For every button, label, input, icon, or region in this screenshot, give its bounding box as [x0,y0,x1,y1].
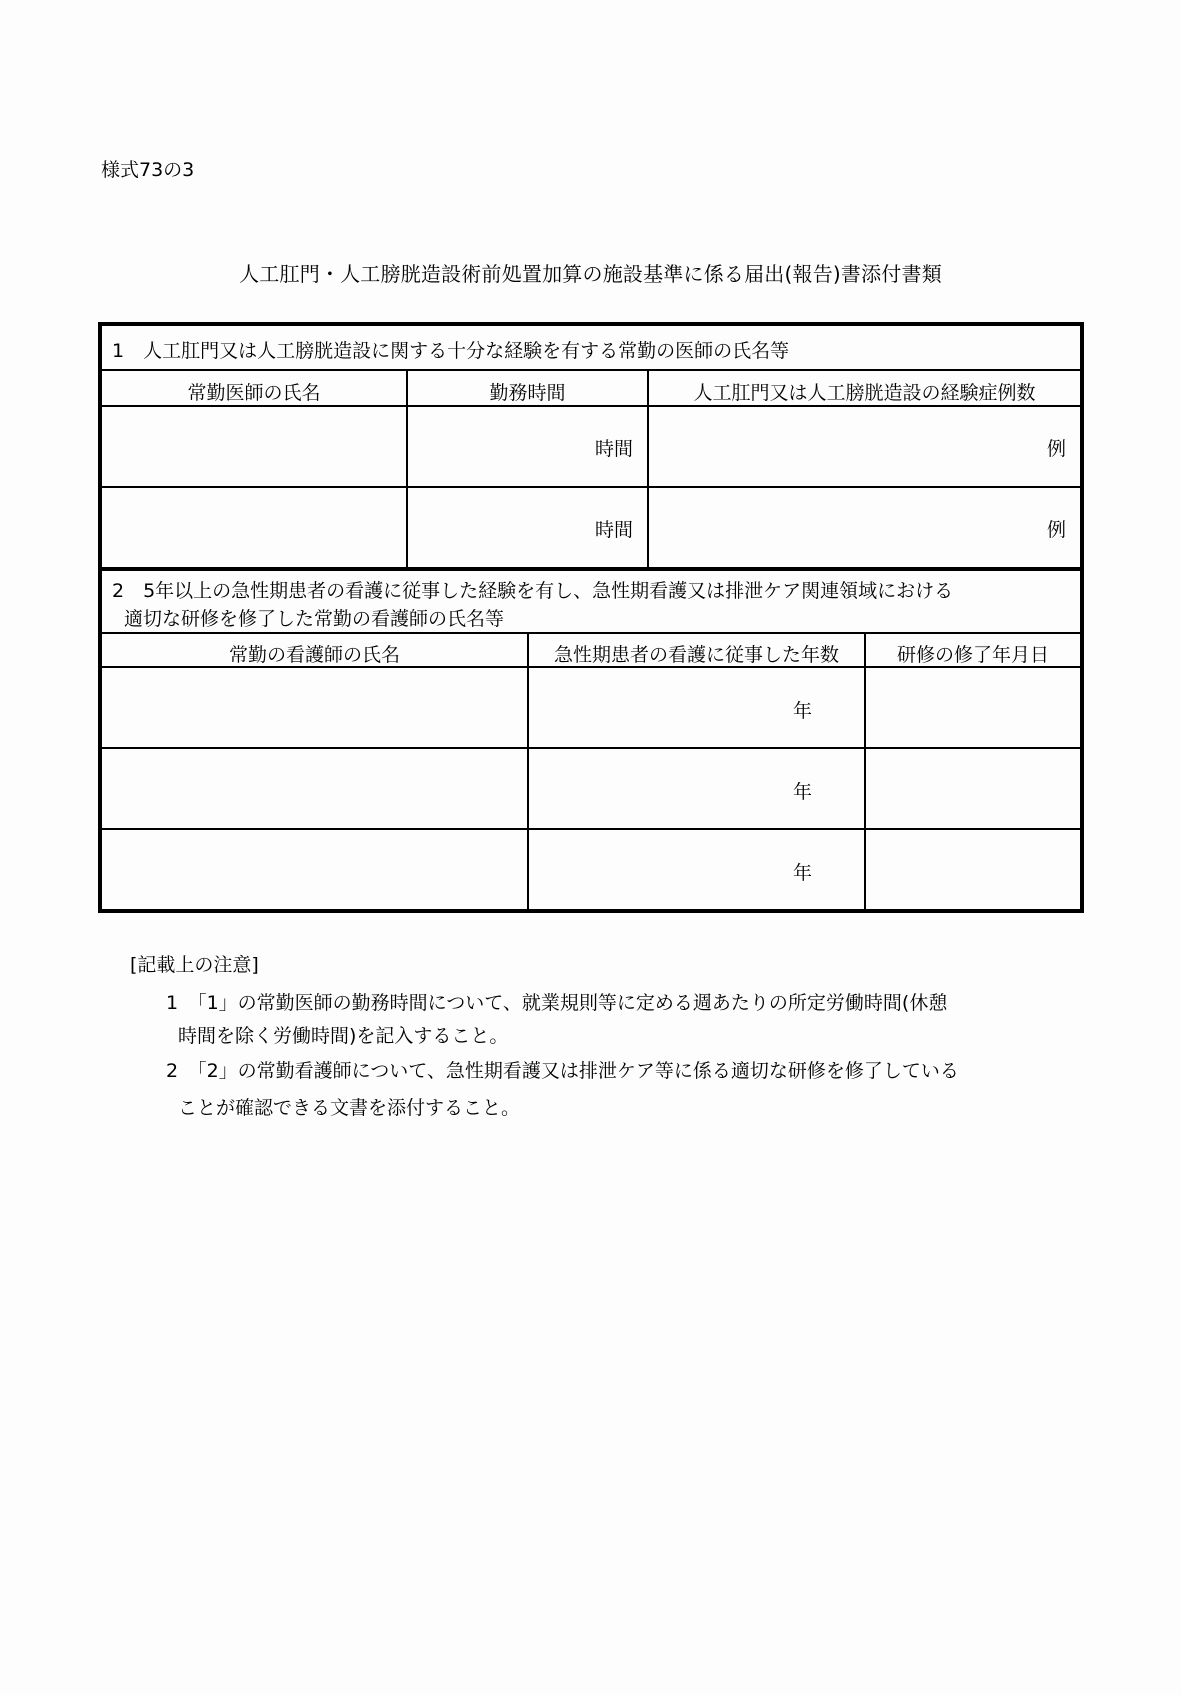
hours-unit-label: 時間 [594,519,633,541]
years-unit-label: 年 [793,781,813,803]
column-header-doctor-name: 常勤医師の氏名 [187,382,321,404]
form-table [98,322,1084,913]
column-header-years-experience: 急性期患者の看護に従事した年数 [553,644,839,666]
cases-unit-label: 例 [1046,438,1066,460]
hours-unit-label: 時間 [594,438,633,460]
column-header-training-completion-date: 研修の修了年月日 [896,644,1049,666]
note-2-line2: ことが確認できる文書を添付すること。 [178,1097,521,1119]
divider [102,369,1080,371]
document-title: 人工肛門・人工膀胱造設術前処置加算の施設基準に係る届出(報告)書添付書類 [239,262,942,286]
years-input-3[interactable] [529,830,864,909]
column-header-case-count: 人工肛門又は人工膀胱造設の経験症例数 [693,382,1036,404]
years-input-2[interactable] [529,749,864,828]
column-header-nurse-name: 常勤の看護師の氏名 [228,644,400,666]
column-header-working-hours: 勤務時間 [489,382,566,404]
doctor-name-input-1[interactable] [102,407,406,486]
completion-date-input-3[interactable] [866,830,1080,909]
note-2-line1: 2 「2」の常勤看護師について、急性期看護又は排泄ケア等に係る適切な研修を修了している [166,1060,959,1082]
nurse-name-input-3[interactable] [102,830,527,909]
note-1-line2: 時間を除く労働時間)を記入すること。 [178,1025,509,1047]
completion-date-input-1[interactable] [866,668,1080,747]
section2-heading-line2: 適切な研修を修了した常勤の看護師の氏名等 [124,608,505,630]
years-unit-label: 年 [793,700,813,722]
note-1-line1: 1 「1」の常勤医師の勤務時間について、就業規則等に定める週あたりの所定労働時間(休憩 [166,992,948,1014]
years-input-1[interactable] [529,668,864,747]
section1-heading: 1 人工肛門又は人工膀胱造設に関する十分な経験を有する常勤の医師の氏名等 [112,340,790,362]
notes-heading: [記載上の注意] [130,954,259,976]
years-unit-label: 年 [793,862,813,884]
completion-date-input-2[interactable] [866,749,1080,828]
section-divider [102,567,1080,571]
form-number: 様式73の3 [101,159,195,181]
nurse-name-input-1[interactable] [102,668,527,747]
nurse-name-input-2[interactable] [102,749,527,828]
cases-unit-label: 例 [1046,519,1066,541]
section2-heading-line1: 2 5年以上の急性期患者の看護に従事した経験を有し、急性期看護又は排泄ケア関連領域における [112,580,954,602]
doctor-name-input-2[interactable] [102,488,406,568]
divider [102,632,1080,634]
